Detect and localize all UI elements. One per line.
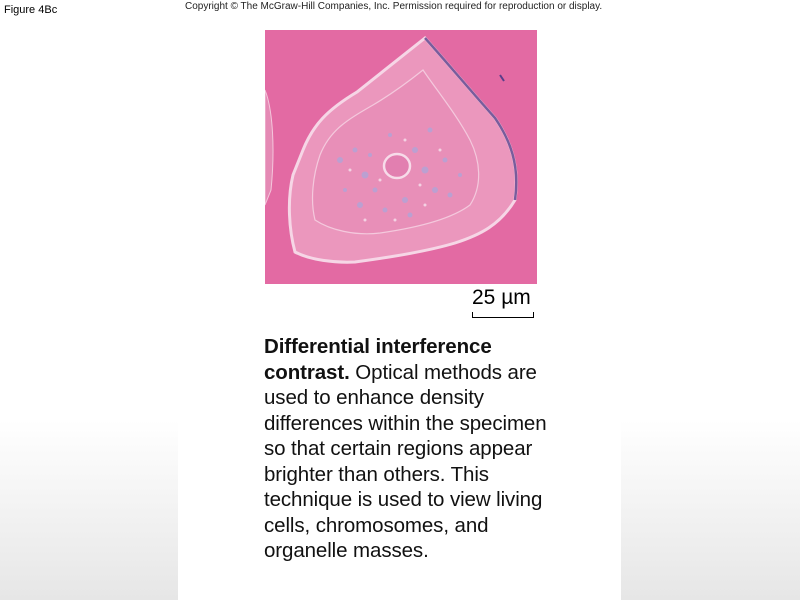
nucleus xyxy=(384,154,410,178)
neighbor-cell xyxy=(265,90,273,205)
scale-bar xyxy=(470,286,538,322)
cell-illustration xyxy=(265,30,537,284)
copyright-notice: Copyright © The McGraw-Hill Companies, Inc. Permission required for reproduction or display. xyxy=(185,1,603,12)
micrograph-image xyxy=(265,30,537,284)
scale-bar-label: 25 µm xyxy=(472,286,531,309)
caption-body: Optical methods are used to enhance density differences within the specimen so that certain regions appear brighter than others. This technique is used to view living cells, chromosomes, and organelle masses. xyxy=(264,360,547,562)
edge-fragment xyxy=(500,75,504,81)
scale-bar-line xyxy=(472,312,534,318)
figure-caption xyxy=(264,334,554,564)
figure-label: Figure 4Bc xyxy=(4,4,58,16)
caption-title: Differential interference contrast. xyxy=(264,335,492,384)
